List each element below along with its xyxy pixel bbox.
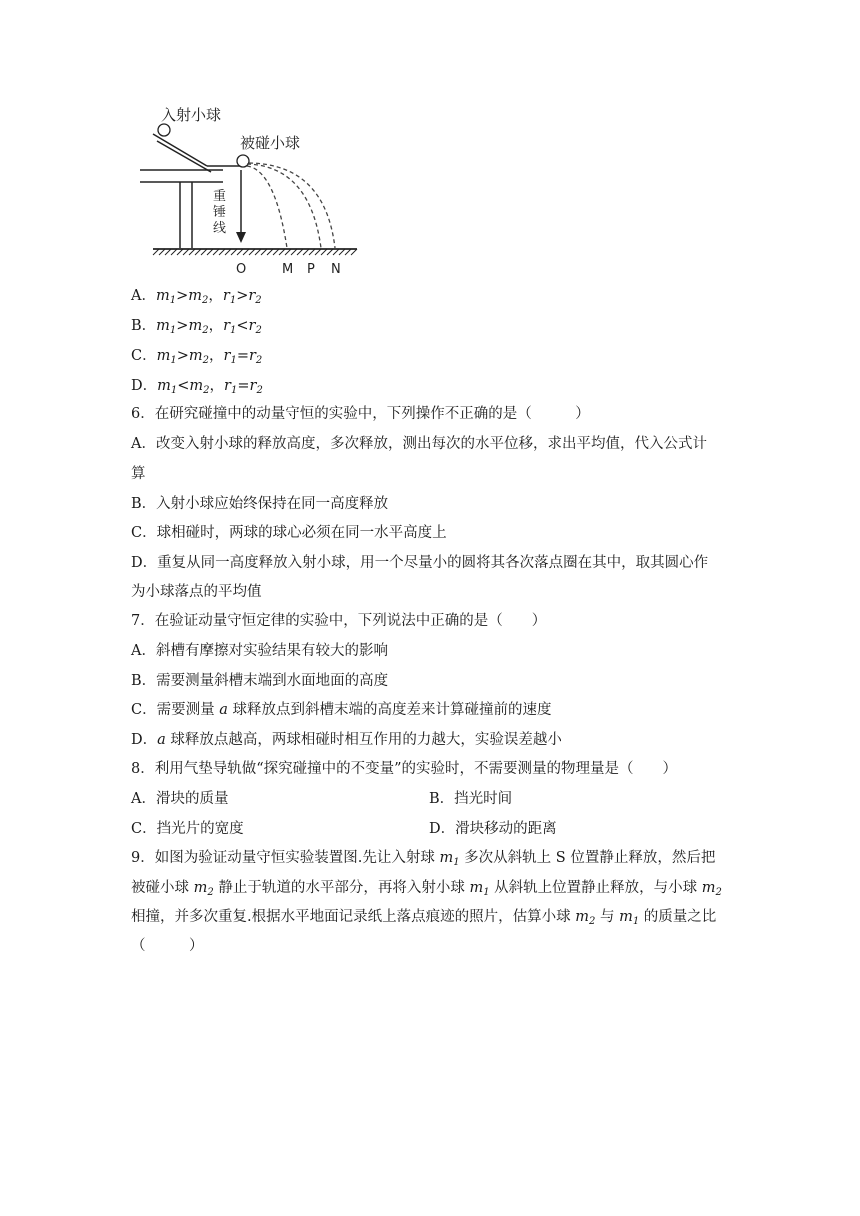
q6-option-c: C．球相碰时，两球的球心必须在同一水平高度上 [131,525,447,541]
q7-option-d: D．a 球释放点越高，两球相碰时相互作用的力越大，实验误差越小 [131,732,562,748]
incline-top-edge [153,134,207,166]
q7-option-c: C．需要测量 a 球释放点到斜槽末端的高度差来计算碰撞前的速度 [131,702,552,718]
q7-stem: 7．在验证动量守恒定律的实验中，下列说法中正确的是（ ） [131,613,547,629]
q5-option-c: C．$m_1>m_2$，$r_1=r_2$ [131,348,263,366]
q8-stem: 8．利用气垫导轨做“探究碰撞中的不变量”的实验时，不需要测量的物理量是（ ） [131,761,678,777]
q6-option-a-line1: A．改变入射小球的释放高度，多次释放，测出每次的水平位移，求出平均值，代入公式计 [131,436,707,452]
label-incident-ball: 入射小球 [161,106,222,124]
point-M-label: M [282,262,294,277]
q8-option-d: D．滑块移动的距离 [429,821,557,837]
point-P-label: P [307,262,315,277]
q6-option-d-line1: D．重复从同一高度释放入射小球，用一个尽量小的圆将其各次落点圈在其中，取其圆心作 [131,555,709,571]
point-O-label: O [236,262,247,277]
incident-ball [158,124,170,136]
trajectory-N [249,163,335,248]
q9-line3: 相撞，并多次重复.根据水平地面记录纸上落点痕迹的照片，估算小球 $m_2$ 与 $m_1$ 的质量之比 [131,909,717,927]
q5-option-d: D．$m_1<m_2$，$r_1=r_2$ [131,378,263,396]
q9-line2: 被碰小球 $m_2$ 静止于轨道的水平部分，再将入射小球 $m_1$ 从斜轨上位置静止释放，与小球 $m_2$ [131,880,722,898]
q5-option-a: A．$m_1>m_2$，$r_1>r_2$ [131,288,262,306]
label-target-ball: 被碰小球 [240,134,301,152]
label-plumb-2: 锤 [213,205,227,220]
plumb-arrow-icon [236,232,246,243]
q6-option-a-line2: 算 [131,466,146,482]
trajectory-P [247,164,321,248]
point-N-label: N [331,262,341,277]
target-ball [237,155,249,167]
q8-option-c: C．挡光片的宽度 [131,821,244,837]
incline-bottom-edge [157,141,211,172]
q9-answer-bracket: （ ） [131,938,204,954]
q8-option-b: B．挡光时间 [429,791,513,807]
q6-stem: 6．在研究碰撞中的动量守恒的实验中，下列操作不正确的是（ ） [131,406,590,422]
trajectory-M [247,166,287,248]
q8-option-a: A．滑块的质量 [131,791,229,807]
q9-line1: 9．如图为验证动量守恒实验装置图.先让入射球 $m_1$ 多次从斜轨上 S 位置静止释放，然后把 [131,850,716,868]
q6-option-b: B．入射小球应始终保持在同一高度释放 [131,496,389,512]
q6-option-d-line2: 为小球落点的平均值 [131,584,262,600]
label-plumb-1: 重 [213,189,227,204]
q7-option-b: B．需要测量斜槽末端到水面地面的高度 [131,673,389,689]
q7-option-a: A．斜槽有摩擦对实验结果有较大的影响 [131,643,388,659]
q5-option-b: B．$m_1>m_2$，$r_1<r_2$ [131,318,262,336]
experiment-figure [135,98,375,278]
label-plumb-3: 线 [213,221,227,236]
collision-apparatus-diagram [135,98,375,278]
